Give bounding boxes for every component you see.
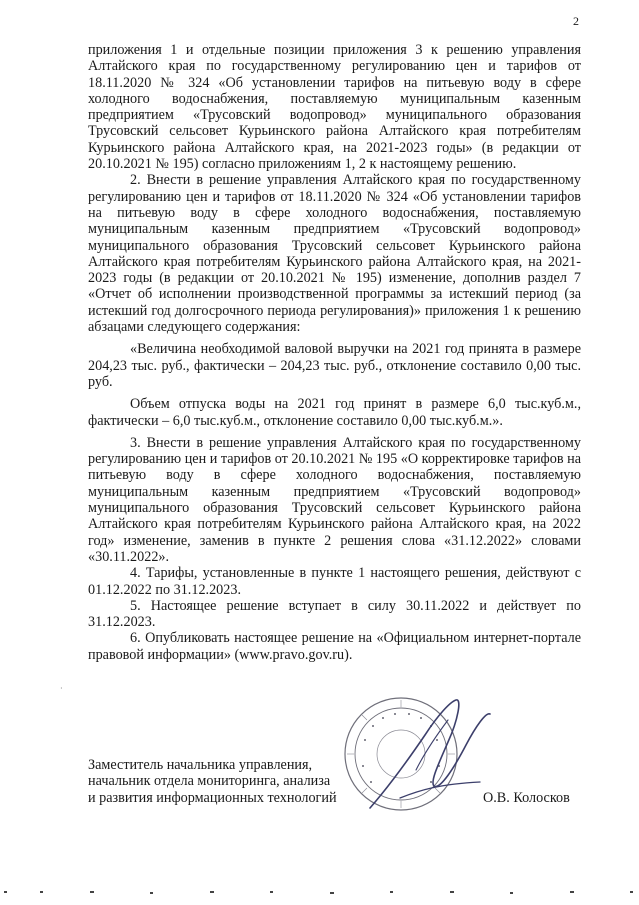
paragraph-item-2: 2. Внести в решение управления Алтайского края по государственному регулированию цен и тарифов от 18.11.2020 № 324 «Об установлении тарифов на питьевую воду в сфере холодного водоснабжения, поставляемую муниципальным казенным предприятием «Трусовский водопровод» муниципального образования Трусовский сельсовет Курьинского района Алтайского края потребителям Курьинского района Алтайского края, на 2021-2023 годы (в редакции от 20.10.2021 № 195) изменение, дополнив раздел 7 «Отчет об исполнении производственной программы за истекший период (за истекший год долгосрочного периода регулирования)» приложения 1 к решению абзацами следующего содержания:	[88, 172, 581, 336]
page-number: 2	[573, 14, 579, 28]
signer-position-line: и развития информационных технологий	[88, 789, 337, 806]
paragraph-item-6: 6. Опубликовать настоящее решение на «Официальном интернет-портале правовой информации» (www.pravo.gov.ru).	[88, 630, 581, 663]
signer-position-line: Заместитель начальника управления,	[88, 757, 313, 773]
signer-position-line: начальник отдела мониторинга, анализа	[88, 773, 331, 790]
signer-name: О.В. Колосков	[483, 790, 570, 806]
paragraph-quote-1: «Величина необходимой валовой выручки на 2021 год принята в размере 204,23 тыс. руб., фактически – 204,23 тыс. руб., отклонение составило 0,00 тыс. руб.	[88, 341, 581, 390]
margin-mark: ·	[60, 684, 63, 693]
signer-position	[88, 757, 358, 806]
paragraph-continuation: приложения 1 и отдельные позиции приложения 3 к решению управления Алтайского края по государственному регулированию цен и тарифов от 18.11.2020 № 324 «Об установлении тарифов на питьевую воду в сфере холодного водоснабжения, поставляемую муниципальным казенным предприятием «Трусовский водопровод» муниципального образования Трусовский сельсовет Курьинского района Алтайского края потребителям Курьинского района Алтайского края, на 2021-2023 годы» (в редакции от 20.10.2021 № 195) согласно приложениям 1, 2 к настоящему решению.	[88, 42, 581, 173]
paragraph-item-5: 5. Настоящее решение вступает в силу 30.11.2022 и действует по 31.12.2023.	[88, 597, 581, 631]
document-body	[88, 42, 581, 663]
scan-edge-dots	[0, 889, 639, 895]
paragraph-item-3: 3. Внести в решение управления Алтайского края по государственному регулированию цен и тарифов от 20.10.2021 № 195 «О корректировке тарифов на питьевую воду в сфере холодного водоснабжения, поставляемую муниципальным казенным предприятием «Трусовский водопровод» муниципального образования Трусовский сельсовет Курьинского района Алтайского края потребителям Курьинского района Алтайского края, на 2022 год» изменение, заменив в пункте 2 решения слова «31.12.2022» словами «30.11.2022».	[88, 434, 581, 565]
paragraph-item-4: 4. Тарифы, установленные в пункте 1 настоящего решения, действуют с 01.12.2022 по 31.12.2023.	[88, 565, 581, 598]
paragraph-quote-2: Объем отпуска воды на 2021 год принят в размере 6,0 тыс.куб.м., фактически – 6,0 тыс.куб.м., отклонение составило 0,00 тыс.куб.м.».	[88, 396, 581, 429]
